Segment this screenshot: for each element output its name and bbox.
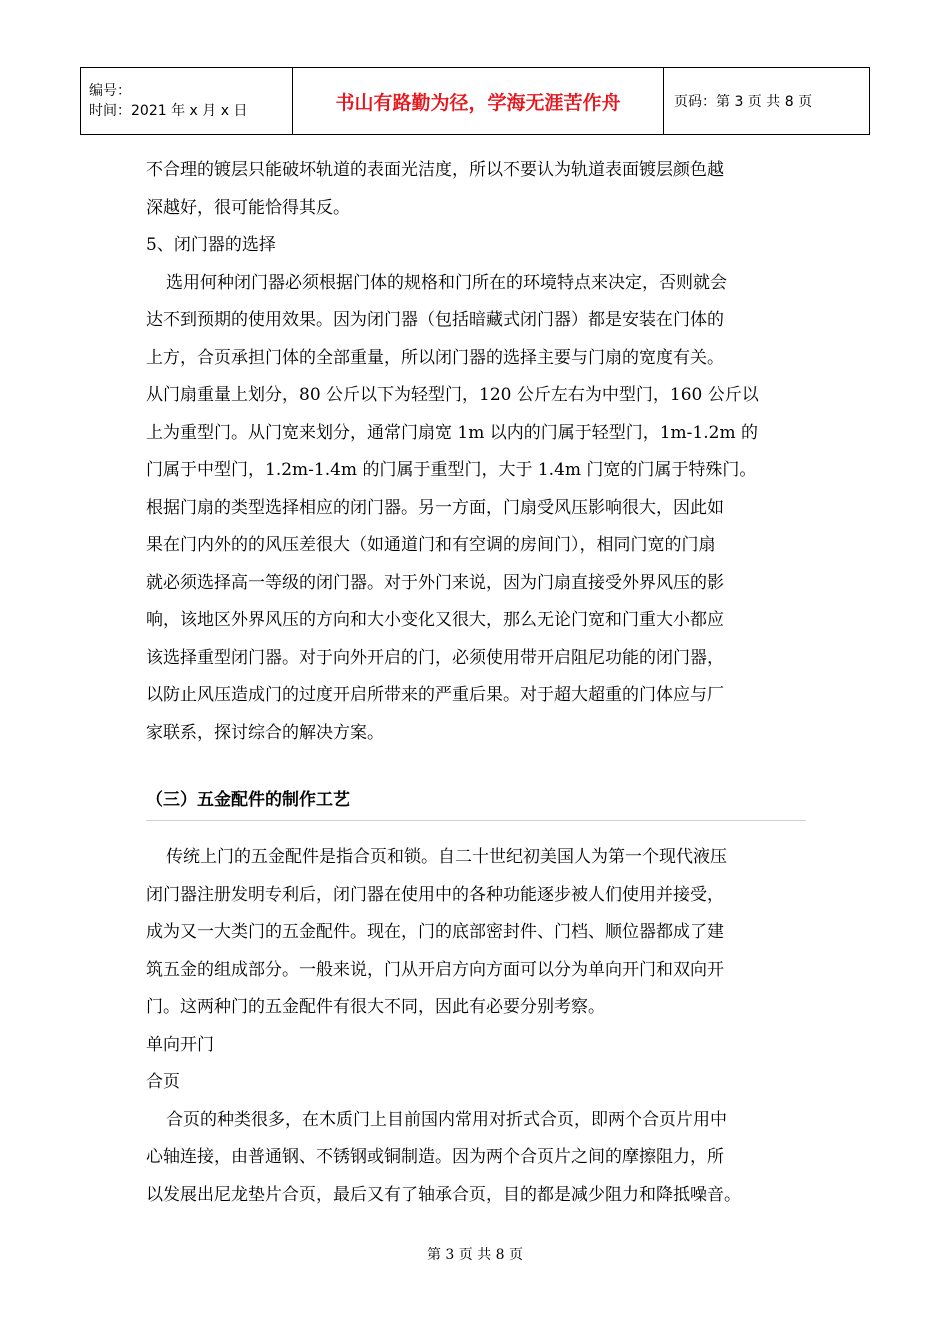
header-motto: 书山有路勤为径，学海无涯苦作舟 (293, 68, 664, 135)
body-line: 响，该地区外界风压的方向和大小变化又很大，那么无论门宽和门重大小都应 (146, 610, 724, 630)
body-line: 不合理的镀层只能破坏轨道的表面光洁度，所以不要认为轨道表面镀层颜色越 (146, 160, 724, 180)
body-line: 该选择重型闭门器。对于向外开启的门，必须使用带开启阻尼功能的闭门器， (146, 647, 724, 668)
page-footer: 第 3 页 共 8 页 (426, 1247, 524, 1263)
item-5-title: 5、闭门器的选择 (146, 235, 276, 255)
document-date-label: 时间：2021 年 x 月 x 日 (89, 103, 248, 119)
document-number-label: 编号： (89, 83, 131, 99)
spacer (146, 752, 816, 780)
body-line: 门。这两种门的五金配件有很大不同，因此有必要分别考察。 (146, 997, 605, 1017)
body-line: 深越好，很可能恰得其反。 (146, 197, 350, 218)
header-meta-cell (81, 68, 293, 135)
body-line: 心轴连接，由普通钢、不锈钢或铜制造。因为两个合页片之间的摩擦阻力，所 (146, 1147, 724, 1167)
body-line: 达不到预期的使用效果。因为闭门器（包括暗藏式闭门器）都是安装在门体的 (146, 310, 724, 330)
body-line: 传统上门的五金配件是指合页和锁。自二十世纪初美国人为第一个现代液压 (166, 847, 727, 867)
header-page-info: 页码：第 3 页 共 8 页 (664, 68, 870, 135)
document-header (80, 67, 870, 135)
body-line: 家联系，探讨综合的解决方案。 (146, 722, 384, 743)
body-line: 根据门扇的类型选择相应的闭门器。另一方面，门扇受风压影响很大，因此如 (146, 497, 724, 518)
section-3-heading: （三）五金配件的制作工艺 (146, 790, 350, 810)
body-line: 门属于中型门，1.2m-1.4m 的门属于重型门，大于 1.4m 门宽的门属于特殊门。 (146, 460, 757, 480)
section-divider (146, 820, 806, 821)
body-line: 合页的种类很多，在木质门上目前国内常用对折式合页，即两个合页片用中 (166, 1109, 727, 1130)
body-line: 果在门内外的的风压差很大（如通道门和有空调的房间门），相同门宽的门扇 (146, 535, 716, 555)
body-line: 上方，合页承担门体的全部重量，所以闭门器的选择主要与门扇的宽度有关。 (146, 347, 724, 368)
body-line: 闭门器注册发明专利后，闭门器在使用中的各种功能逐步被人们使用并接受， (146, 884, 724, 905)
body-line: 筑五金的组成部分。一般来说，门从开启方向方面可以分为单向开门和双向开 (146, 959, 724, 980)
body-line: 从门扇重量上划分，80 公斤以下为轻型门，120 公斤左右为中型门，160 公斤以 (146, 385, 759, 405)
subheading-single-door: 单向开门 (146, 1034, 214, 1055)
body-line: 以防止风压造成门的过度开启所带来的严重后果。对于超大超重的门体应与厂 (146, 685, 724, 705)
body-line: 选用何种闭门器必须根据门体的规格和门所在的环境特点来决定，否则就会 (166, 272, 727, 293)
body-line: 就必须选择高一等级的闭门器。对于外门来说，因为门扇直接受外界风压的影 (146, 572, 724, 593)
subheading-hinge: 合页 (146, 1072, 180, 1092)
document-body (146, 152, 816, 1214)
body-line: 成为又一大类门的五金配件。现在，门的底部密封件、门档、顺位器都成了建 (146, 922, 724, 942)
body-line: 上为重型门。从门宽来划分，通常门扇宽 1m 以内的门属于轻型门，1m-1.2m 的 (146, 422, 758, 443)
body-line: 以发展出尼龙垫片合页，最后又有了轴承合页，目的都是减少阻力和降抵噪音。 (146, 1184, 741, 1205)
